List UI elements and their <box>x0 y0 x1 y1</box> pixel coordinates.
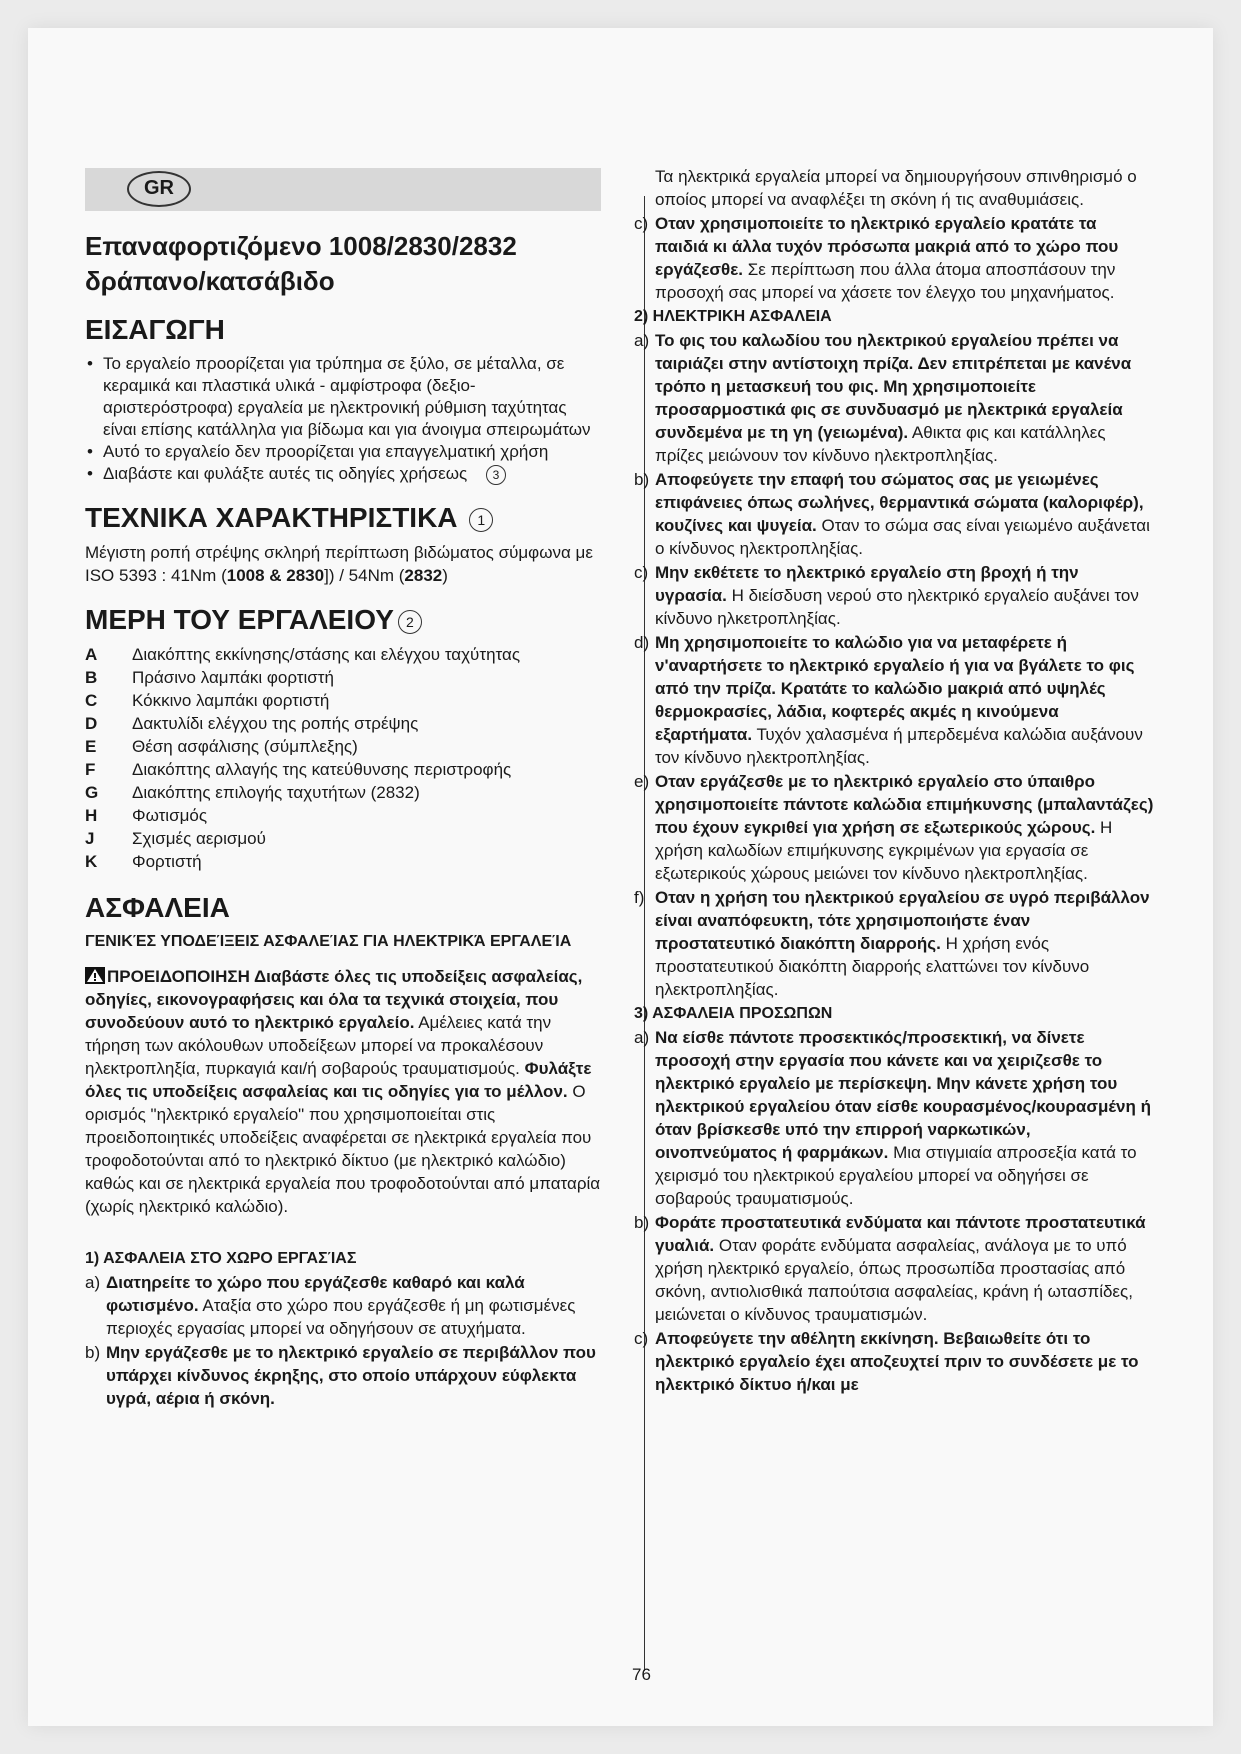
warning-bold-text: ΠΡΟΕΙΔΟΠΟΙΗΣΗ Διαβάστε όλες τις υποδείξεις ασφαλείας, οδηγίες, εικονογραφήσεις και όλα τα τεχνικά στοιχεία, που συνοδεύουν αυτό το ηλεκτρικό εργαλείο. <box>85 967 583 1032</box>
list-item <box>634 1327 1154 1396</box>
list-item <box>634 561 1154 630</box>
parts-list <box>85 643 601 873</box>
item-letter: a) <box>634 331 650 350</box>
list-item <box>85 1341 601 1410</box>
specs-model-bold: 2832 <box>404 566 443 585</box>
item-letter: b) <box>85 1343 101 1362</box>
list-item <box>634 329 1154 467</box>
item-bold-text: Μην εργάζεσθε με το ηλεκτρικό εργαλείο σε περιβάλλον που υπάρχει κίνδυνος έκρηξης, στο οποίο υπάρχουν εύφλεκτα υγρά, αέρια ή σκόνη. <box>106 1343 596 1408</box>
item-letter: e) <box>634 772 650 791</box>
list-item: • Αυτό το εργαλείο δεν προορίζεται για επαγγελματική χρήση <box>85 441 601 463</box>
item-bold-text: Το φις του καλωδίου του ηλεκτρικού εργαλείου πρέπει να ταιριάζει στην αντίστοιχη πρίζα. Δεν επιτρέπεται με κανένα τρόπο η μετασκευή του φις. Μη χρησιμοποιείτε προσαρμοστικά φις σε συνδυασμό με ηλεκτρικά εργαλεία συνδεμένα με τη γη (γειωμένα). <box>655 331 1132 442</box>
intro-heading: ΕΙΣΑΓΩΓΗ <box>85 314 225 345</box>
part-letter: E <box>85 737 97 756</box>
list-item: • Το εργαλείο προορίζεται για τρύπημα σε ξύλο, σε μέταλλα, σε κεραμικά και πλαστικά υλικά - αμφίστροφα (δεξιο-αριστερόστροφα) εργαλεία με ηλεκτρονική ρύθμιση ταχύτητας είναι επίσης κατάλληλα για βίδωμα και για άνοιγμα σπειρωμάτων <box>85 353 601 441</box>
list-item-text: Διαβάστε και φυλάξτε αυτές τις οδηγίες χρήσεως <box>103 464 468 483</box>
part-letter: F <box>85 760 96 779</box>
list-item-continued <box>634 165 1154 211</box>
item-bold-text: Οταν η χρήση του ηλεκτρικού εργαλείου σε υγρό περιβάλλον είναι αναπόφευκτη, τότε χρησιμοποιήστε έναν προστατευτικό διακόπτη διαρροής. <box>655 888 1150 953</box>
item-text: Οταν φοράτε ενδύματα ασφαλείας, ανάλογα με το υπό χρήση ηλεκτρικό εργαλείο, όπως προσωπίδα προστασίας από σκόνη, αντιολισθικά παπούτσια ασφαλείας, κράνη ή ωτασπίδες, μειώνεται ο κίνδυνος τραυματισμών. <box>655 1236 1133 1324</box>
part-label: Διακόπτης αλλαγής της κατεύθυνσης περιστροφής <box>132 760 512 779</box>
item-letter: b) <box>634 1213 650 1232</box>
part-label: Σχισμές αερισμού <box>132 829 266 848</box>
language-banner <box>85 168 601 211</box>
personal-heading: 3) ΑΣΦΑΛΕΙΑ ΠΡΟΣΩΠΩΝ <box>634 1005 833 1022</box>
item-bold-text: Φοράτε προστατευτικά ενδύματα και πάντοτε προστατευτικά γυαλιά. <box>655 1213 1146 1255</box>
item-text: Τα ηλεκτρικά εργαλεία μπορεί να δημιουργήσουν σπινθηρισμό ο οποίος μπορεί να αναφλέξει τη σκόνη ή τις αναθυμιάσεις. <box>655 167 1137 209</box>
specs-model-bold: 1008 & 2830 <box>226 566 325 585</box>
list-item <box>85 758 601 781</box>
item-text: Σε περίπτωση που άλλα άτομα αποσπάσουν την προσοχή σας μπορεί να χάσετε τον έλεγχο του μηχανήματος. <box>655 260 1116 302</box>
part-letter: K <box>85 852 98 871</box>
list-item <box>85 1271 601 1340</box>
item-letter: c) <box>634 1329 649 1348</box>
item-letter: c) <box>634 214 649 233</box>
list-item <box>634 770 1154 885</box>
part-letter: H <box>85 806 98 825</box>
specs-heading <box>85 501 601 535</box>
list-item <box>85 712 601 735</box>
part-letter: D <box>85 714 98 733</box>
item-letter: a) <box>85 1273 101 1292</box>
item-bold-text: Οταν εργάζεσθε με το ηλεκτρικό εργαλείο στο ύπαιθρο χρησιμοποιείτε πάντοτε καλώδια επιμήκυνσης (μπαλαντάζες) που έχουν εγκριθεί για χρήση σε εξωτερικούς χώρους. <box>655 772 1154 837</box>
item-bold-text: Μη χρησιμοποιείτε το καλώδιο για να μεταφέρετε ή ν'αναρτήσετε το ηλεκτρικό εργαλείο ή για να βγάλετε το φις από την πρίζα. Κρατάτε το καλώδιο μακριά από υψηλές θερμοκρασίες, λάδια, κοφτερές ακμές η κινούμενα εξαρτήματα. <box>655 633 1135 744</box>
list-item <box>85 463 601 485</box>
specs-text <box>85 541 601 587</box>
parts-heading <box>85 603 601 637</box>
right-column <box>634 165 1154 1397</box>
part-letter: C <box>85 691 98 710</box>
item-text: Αθικτα φις και κατάλληλες πρίζες μειώνουν τον κίνδυνο ηλεκτροπληξίας. <box>655 423 1106 465</box>
item-letter: c) <box>634 563 649 582</box>
general-warning <box>85 965 601 1218</box>
figure-ref-badge: 3 <box>486 465 506 485</box>
part-label: Φωτισμός <box>132 806 208 825</box>
list-item <box>634 886 1154 1001</box>
specs-text-part: ) <box>442 566 448 585</box>
product-title: Επαναφορτιζόμενο 1008/2830/2832 δράπανο/κατσάβιδο <box>85 231 517 296</box>
item-bold-text: Οταν χρησιμοποιείτε το ηλεκτρικό εργαλείο κρατάτε τα παιδιά κι άλλα τυχόν πρόσωπα μακριά από το χώρο που εργάζεσθε. <box>655 214 1119 279</box>
electrical-heading: 2) ΗΛΕΚΤΡΙΚΗ ΑΣΦΑΛΕΙΑ <box>634 308 832 325</box>
list-item <box>634 1211 1154 1326</box>
part-label: Διακόπτης εκκίνησης/στάσης και ελέγχου ταχύτητας <box>132 645 521 664</box>
item-text: Η διείσδυση νερού στο ηλεκτρικό εργαλείο αυξάνει τον κίνδυνο ηλκετροπληξίας. <box>655 586 1139 628</box>
part-letter: G <box>85 783 99 802</box>
part-letter: B <box>85 668 98 687</box>
part-label: Κόκκινο λαμπάκι φορτιστή <box>132 691 330 710</box>
specs-text-part: Μέγιστη ροπή στρέψης σκληρή περίπτωση βιδώματος σύμφωνα με ISO 5393 : 41Nm ( <box>85 543 593 585</box>
parts-heading-text: ΜΕΡΗ ΤΟΥ ΕΡΓΑΛΕΙΟΥ <box>85 604 394 635</box>
figure-ref-badge: 1 <box>469 508 493 532</box>
warning-bold-text: Φυλάξτε όλες τις υποδείξεις ασφαλείας και τις οδηγίες για το μέλλον. <box>85 1059 592 1101</box>
list-item <box>85 781 601 804</box>
part-label: Δακτυλίδι ελέγχου της ροπής στρέψης <box>132 714 419 733</box>
part-label: Πράσινο λαμπάκι φορτιστή <box>132 668 334 687</box>
list-item <box>85 735 601 758</box>
part-letter: A <box>85 645 98 664</box>
list-item <box>634 1026 1154 1210</box>
specs-text-part: ]) / 54Nm ( <box>324 566 405 585</box>
list-item <box>634 468 1154 560</box>
work-area-heading: 1) ΑΣΦΑΛΕΙΑ ΣΤΟ ΧΩΡΟ ΕΡΓΑΣΊΑΣ <box>85 1250 357 1267</box>
item-letter: f) <box>634 888 645 907</box>
item-text: Η χρήση ενός προστατευτικού διακόπτη διαρροής ελαττώνει τον κίνδυνο ηλεκτροπληξίας. <box>655 934 1090 999</box>
left-column <box>85 168 601 1411</box>
specs-heading-text: ΤΕΧΝΙΚΑ ΧΑΡΑΚΤΗΡΙΣΤΙΚΑ <box>85 502 458 533</box>
intro-bullets <box>85 353 601 485</box>
item-text: Η χρήση καλωδίων επιμήκυνσης εγκριμένων για εργασία σε εξωτερικούς χώρους μειώνει τον κίνδυνο ηλεκτροπληξίας. <box>655 818 1113 883</box>
list-item <box>85 850 601 873</box>
language-badge: GR <box>127 171 191 207</box>
warning-text: Αμέλειες κατά την τήρηση των ακόλουθων υποδείξεων μπορεί να προκαλέσουν ηλεκτροπληξία, πυρκαγιά και/ή σοβαρούς τραυματισμούς. <box>85 1013 552 1078</box>
item-letter: b) <box>634 470 650 489</box>
item-letter: d) <box>634 633 650 652</box>
item-bold-text: Να είσθε πάντοτε προσεκτικός/προσεκτική, να δίνετε προσοχή στην εργασία που κάνετε και να χειριζεσθε το ηλεκτρικό εργαλείο με περίσκεψη. Μην κάνετε χρήση του ηλεκτρικού εργαλείου όταν είσθε κουρασμένος/κουρασμένη ή όταν βρίσκεσθε υπό την επιρροή ναρκωτικών, οινοπνεύματος ή φαρμάκων. <box>655 1028 1151 1162</box>
part-letter: J <box>85 829 95 848</box>
page-number: 76 <box>632 1665 651 1684</box>
warning-triangle-icon <box>85 967 105 984</box>
part-label: Φορτιστή <box>132 852 202 871</box>
item-text: Μια στιγμιαία απροσεξία κατά το χειρισμό του ηλεκτρικού εργαλείου μπορεί να οδηγήσει σε σοβαρούς τραυματισμούς. <box>655 1143 1137 1208</box>
warning-text: Ο ορισμός "ηλεκτρικό εργαλείο" που χρησιμοποιείται στις προειδοποιητικές υποδείξεις αναφέρεται σε ηλεκτρικά εργαλεία που τροφοδοτούνται από το ηλεκτρικό δίκτυο (με ηλεκτρικό καλώδιο) καθώς και σε ηλεκτρικά εργαλεία που τροφοδοτούνται από μπαταρία (χωρίς ηλεκτρικό καλώδιο). <box>85 1082 601 1216</box>
item-text: Οταν το σώμα σας είναι γειωμένο αυξάνεται ο κίνδυνος ηλεκτροπληξίας. <box>655 516 1150 558</box>
figure-ref-badge: 2 <box>398 610 422 634</box>
safety-subheading: ΓΕΝΙΚΈΣ ΥΠΟΔΕΊΞΕΙΣ ΑΣΦΑΛΕΊΑΣ ΓΙΑ ΗΛΕΚΤΡΙΚΆ ΕΡΓΑΛΕΊΑ <box>85 933 572 950</box>
list-item <box>634 631 1154 769</box>
part-label: Θέση ασφάλισης (σύμπλεξης) <box>132 737 358 756</box>
item-text: Αταξία στο χώρο που εργάζεσθε ή μη φωτισμένες περιοχές εργασίας μπορεί να οδηγήσουν σε ατυχήματα. <box>106 1296 576 1338</box>
list-item <box>85 827 601 850</box>
item-bold-text: Αποφεύγετε την επαφή του σώματος σας με γειωμένες επιφάνειες όπως σωλήνες, θερμαντικά σώματα (καλοριφέρ), κουζίνες και ψυγεία. <box>655 470 1144 535</box>
item-letter: a) <box>634 1028 650 1047</box>
item-bold-text: Αποφεύγετε την αθέλητη εκκίνηση. Βεβαιωθείτε ότι το ηλεκτρικό εργαλείο έχει αποζευχτεί πριν το συνδέσετε με το ηλεκτρικό δίκτυο ή/και με <box>655 1329 1139 1394</box>
part-label: Διακόπτης επιλογής ταχυτήτων (2832) <box>132 783 420 802</box>
list-item <box>85 689 601 712</box>
safety-heading: ΑΣΦΑΛΕΙΑ <box>85 892 230 923</box>
item-bold-text: Μην εκθέτετε το ηλεκτρικό εργαλείο στη βροχή ή την υγρασία. <box>655 563 1079 605</box>
list-item <box>634 212 1154 304</box>
list-item <box>85 804 601 827</box>
item-text: Τυχόν χαλασμένα ή μπερδεμένα καλώδια αυξάνουν τον κίνδυνο ηλεκτροπληξίας. <box>655 725 1143 767</box>
list-item <box>85 666 601 689</box>
item-bold-text: Διατηρείτε το χώρο που εργάζεσθε καθαρό και καλά φωτισμένο. <box>106 1273 525 1315</box>
list-item <box>85 643 601 666</box>
